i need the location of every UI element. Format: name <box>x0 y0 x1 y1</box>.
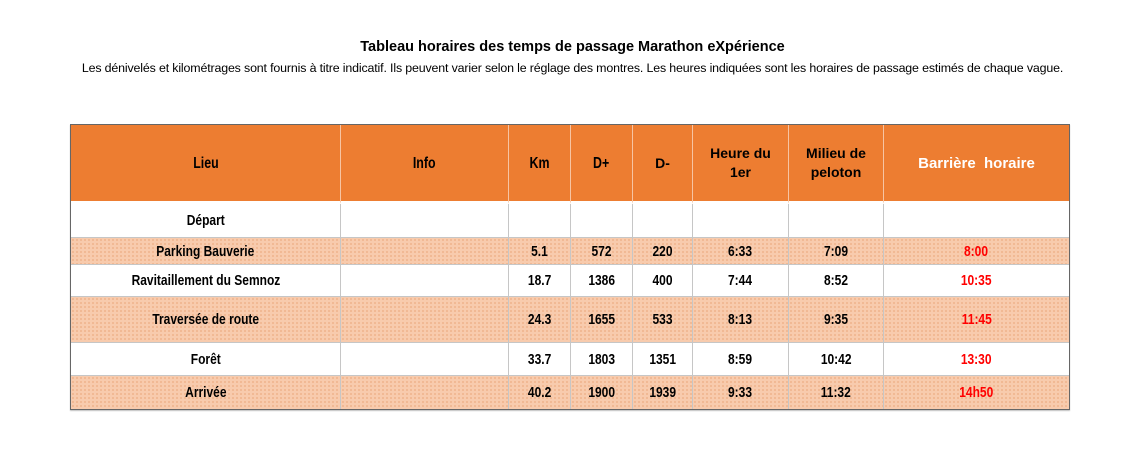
cell-km <box>509 297 571 343</box>
cell-km <box>509 265 571 297</box>
col-header-info-label: Info <box>413 154 436 172</box>
heure-1er-text: 6:33 <box>728 242 753 260</box>
heure-1er-text: 9:33 <box>728 384 753 401</box>
dminus-text: 1939 <box>649 384 676 401</box>
cell-info <box>341 376 509 409</box>
km-text: 5.1 <box>531 242 548 260</box>
lieu-text: Parking Bauverie <box>156 242 255 260</box>
km-text: 33.7 <box>527 350 552 368</box>
milieu-peloton-text: 11:32 <box>820 384 852 401</box>
cell-info <box>341 204 509 238</box>
cell-milieu-peloton <box>789 297 884 343</box>
cell-info <box>341 343 509 376</box>
cell-dminus <box>633 238 693 265</box>
cell-dplus <box>571 204 633 238</box>
dplus-text: 1803 <box>588 350 615 368</box>
dplus-text: 1386 <box>588 272 615 289</box>
col-header-km-label: Km <box>529 154 550 172</box>
cell-lieu <box>71 238 341 265</box>
table-row <box>71 297 1069 343</box>
timetable <box>70 124 1070 410</box>
dminus-text: 400 <box>652 272 673 289</box>
cell-km <box>509 343 571 376</box>
table-row <box>71 265 1069 297</box>
cell-dminus <box>633 343 693 376</box>
cell-barriere-horaire <box>884 297 1069 343</box>
km-text: 24.3 <box>527 311 552 328</box>
col-header-lieu <box>71 125 341 204</box>
lieu-text: Forêt <box>190 350 221 368</box>
milieu-peloton-text: 7:09 <box>823 242 849 260</box>
dplus-text: 1655 <box>588 311 615 328</box>
cell-milieu-peloton <box>789 376 884 409</box>
col-header-lieu-label: Lieu <box>192 154 219 172</box>
cell-barriere-horaire <box>884 376 1069 409</box>
cell-heure-1er <box>693 265 789 297</box>
cell-lieu <box>71 297 341 343</box>
cell-dplus <box>571 343 633 376</box>
lieu-text: Traversée de route <box>152 311 259 328</box>
heure-1er-text: 8:59 <box>728 350 753 368</box>
km-text: 40.2 <box>527 384 552 401</box>
cell-heure-1er <box>693 376 789 409</box>
header-row <box>71 125 1069 204</box>
barriere-text: 13:30 <box>961 350 992 368</box>
table-row <box>71 204 1069 238</box>
cell-barriere-horaire <box>884 265 1069 297</box>
cell-heure-1er <box>693 343 789 376</box>
barriere-text: 11:45 <box>961 311 992 328</box>
cell-heure-1er <box>693 297 789 343</box>
col-header-heure-du-1er: Heure du 1er <box>693 125 789 204</box>
barriere-text: 8:00 <box>964 242 989 260</box>
col-header-milieu-de-peloton: Milieu de peloton <box>789 125 884 204</box>
cell-barriere-horaire <box>884 343 1069 376</box>
cell-km <box>509 376 571 409</box>
cell-dplus <box>571 238 633 265</box>
cell-barriere-horaire <box>884 204 1069 238</box>
table-row <box>71 238 1069 265</box>
cell-dplus <box>571 297 633 343</box>
table-row <box>71 343 1069 376</box>
col-header-barriere-horaire: Barrière horaire <box>884 125 1069 204</box>
barriere-text: 14h50 <box>959 384 994 401</box>
col-header-info <box>341 125 509 204</box>
cell-lieu <box>71 343 341 376</box>
heure-1er-text: 7:44 <box>728 272 753 289</box>
col-header-dminus: D- <box>633 125 693 204</box>
dminus-text: 533 <box>652 311 673 328</box>
cell-barriere-horaire <box>884 238 1069 265</box>
milieu-peloton-text: 8:52 <box>823 272 849 289</box>
cell-dminus <box>633 376 693 409</box>
col-header-dplus <box>571 125 633 204</box>
page-title: Tableau horaires des temps de passage Marathon eXpérience <box>360 39 785 55</box>
cell-milieu-peloton <box>789 204 884 238</box>
cell-lieu <box>71 265 341 297</box>
cell-km <box>509 238 571 265</box>
cell-milieu-peloton <box>789 238 884 265</box>
cell-lieu <box>71 376 341 409</box>
cell-dminus <box>633 204 693 238</box>
km-text: 18.7 <box>527 272 552 289</box>
cell-heure-1er <box>693 204 789 238</box>
cell-dplus <box>571 376 633 409</box>
lieu-text: Arrivée <box>184 384 227 401</box>
cell-info <box>341 238 509 265</box>
page-subtitle: Les dénivelés et kilométrages sont fournis à titre indicatif. Ils peuvent varier selon le réglage des montres. Les heures indiquées sont les horaires de passage estimés de chaque vague. <box>81 61 1064 75</box>
dplus-text: 572 <box>591 242 612 260</box>
cell-milieu-peloton <box>789 265 884 297</box>
cell-dminus <box>633 297 693 343</box>
barriere-text: 10:35 <box>961 272 992 289</box>
cell-info <box>341 297 509 343</box>
cell-milieu-peloton <box>789 343 884 376</box>
lieu-text: Ravitaillement du Semnoz <box>131 272 280 289</box>
table-row <box>71 376 1069 409</box>
col-header-km <box>509 125 571 204</box>
lieu-text: Départ <box>186 212 225 229</box>
cell-lieu <box>71 204 341 238</box>
milieu-peloton-text: 9:35 <box>823 311 849 328</box>
heure-1er-text: 8:13 <box>728 311 753 328</box>
dminus-text: 1351 <box>649 350 676 368</box>
dminus-text: 220 <box>652 242 673 260</box>
cell-km <box>509 204 571 238</box>
dplus-text: 1900 <box>588 384 615 401</box>
cell-dminus <box>633 265 693 297</box>
cell-dplus <box>571 265 633 297</box>
col-header-dplus-label: D+ <box>593 154 610 172</box>
cell-info <box>341 265 509 297</box>
milieu-peloton-text: 10:42 <box>820 350 852 368</box>
cell-heure-1er <box>693 238 789 265</box>
